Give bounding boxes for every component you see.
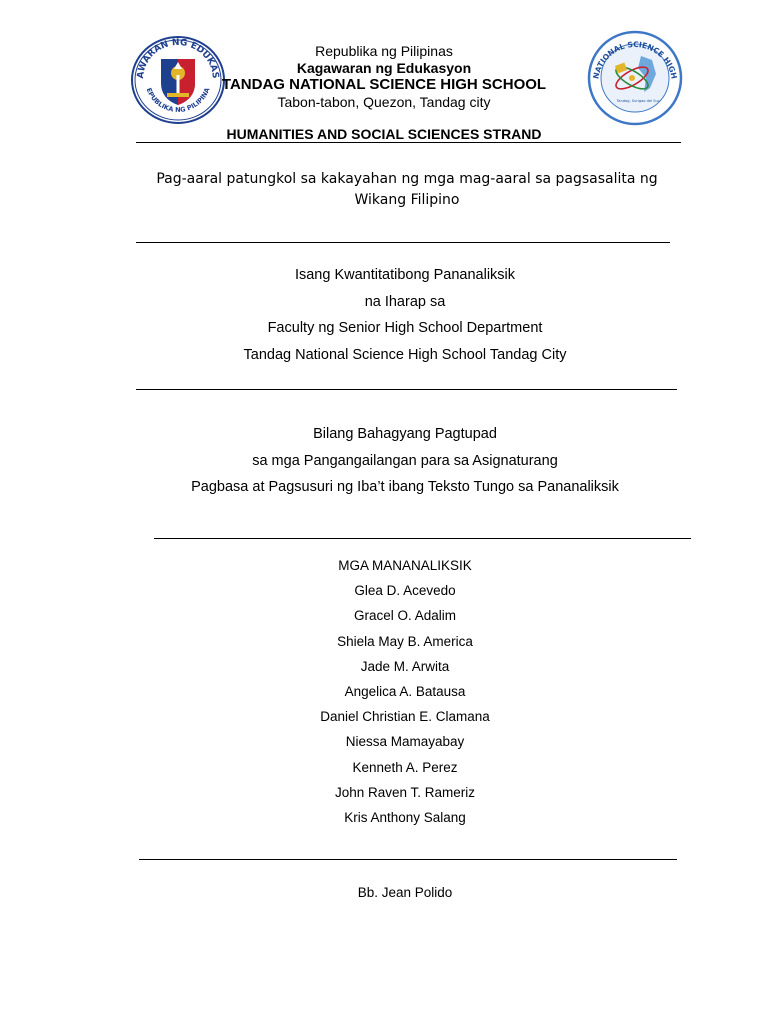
researcher-name: Shiela May B. America — [337, 633, 473, 649]
adviser-name: Bb. Jean Polido — [357, 885, 453, 900]
researcher-name: Kenneth A. Perez — [352, 759, 458, 775]
researchers-divider — [139, 859, 677, 860]
header-divider — [136, 142, 681, 143]
researcher-name: Jade M. Arwita — [360, 658, 450, 674]
header-address: Tabon-tabon, Quezon, Tandag city — [277, 94, 491, 110]
requirement-line: Pagbasa at Pagsusuri ng Iba’t ibang Teksto Tungo sa Pananaliksik — [191, 479, 619, 495]
researcher-name: Daniel Christian E. Clamana — [320, 709, 490, 725]
requirement-block — [21, 421, 768, 501]
requirement-line: Bilang Bahagyang Pagtupad — [313, 426, 497, 442]
presentation-divider — [136, 389, 677, 390]
researcher-name: John Raven T. Rameriz — [334, 784, 476, 800]
requirement-divider — [154, 538, 691, 539]
research-title: Pag-aaral patungkol sa kakayahan ng mga mag-aaral sa pagsasalita ng Wikang Filipino — [156, 171, 658, 208]
header-republic: Republika ng Pilipinas — [315, 43, 453, 59]
presentation-line: Tandag National Science High School Tandag City — [243, 346, 567, 363]
researchers-block — [21, 553, 768, 830]
header-strand: HUMANITIES AND SOCIAL SCIENCES STRAND — [226, 126, 542, 142]
researcher-name: Gracel O. Adalim — [353, 608, 457, 624]
presentation-line: Isang Kwantitatibong Pananaliksik — [294, 267, 516, 283]
title-divider — [136, 242, 670, 243]
header-school-name: TANDAG NATIONAL SCIENCE HIGH SCHOOL — [221, 76, 547, 93]
tnshs-motto: Tandag, Surigao del Sur — [616, 99, 660, 103]
presentation-line: Faculty ng Senior High School Department — [267, 320, 543, 336]
tnshs-seal-text: NATIONAL SCIENCE HIGH — [591, 39, 679, 80]
presentation-block — [21, 262, 768, 368]
researcher-name: Angelica A. Batausa — [344, 684, 466, 700]
requirement-line: sa mga Pangangailangan para sa Asignaturang — [252, 452, 558, 469]
researcher-name: Glea D. Acevedo — [354, 583, 456, 599]
header-department: Kagawaran ng Edukasyon — [296, 60, 472, 76]
researcher-name: Kris Anthony Salang — [344, 810, 466, 826]
deped-seal-text-bottom: EPUBLIKA NG PILIPINA — [144, 86, 212, 114]
researcher-name: Niessa Mamayabay — [345, 734, 465, 750]
deped-seal-text-top: AWARAN NG EDUKAS — [135, 37, 221, 80]
presentation-line: na Iharap sa — [364, 293, 446, 310]
researchers-heading: MGA MANANALIKSIK — [338, 558, 472, 573]
